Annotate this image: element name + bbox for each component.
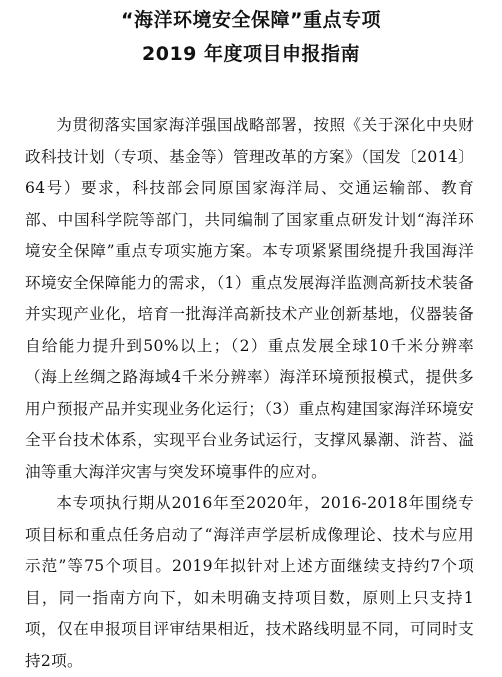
document-body [25, 110, 474, 677]
document-title-line-1: “海洋环境安全保障”重点专项 [121, 9, 381, 31]
paragraph-2: 本专项执行期从2016年至2020年，2016-2018年围绕专项目标和重点任务启动了“海洋声学层析成像理论、技术与应用示范”等75个项目。2019年拟针对上述方面继续支持约7个项目，同一指南方向下，如未明确支持项目数，原则上只支持1项，仅在申报项目评审结果相近，技术路线明显不同，可同时支持2项。 [25, 494, 474, 670]
paragraph-1: 为贯彻落实国家海洋强国战略部署，按照《关于深化中央财政科技计划（专项、基金等）管理改革的方案》（国发〔2014〕64号）要求，科技部会同原国家海洋局、交通运输部、教育部、中国科学院等部门，共同编制了国家重点研发计划“海洋环境安全保障”重点专项实施方案。本专项紧紧围绕提升我国海洋环境安全保障能力的需求，（1）重点发展海洋监测高新技术装备并实现产业化，培育一批海洋高新技术产业创新基地，仪器装备自给能力提升到50%以上；（2）重点发展全球10千米分辨率（海上丝绸之路海域4千米分辨率）海洋环境预报模式，提供多用户预报产品并实现业务化运行；（3）重点构建国家海洋环境安全平台技术体系，实现平台业务试运行，支撑风暴潮、浒苔、溢油等重大海洋灾害与突发环境事件的应对。 [25, 116, 474, 481]
document-title-line-2: 2019 年度项目申报指南 [142, 43, 360, 65]
